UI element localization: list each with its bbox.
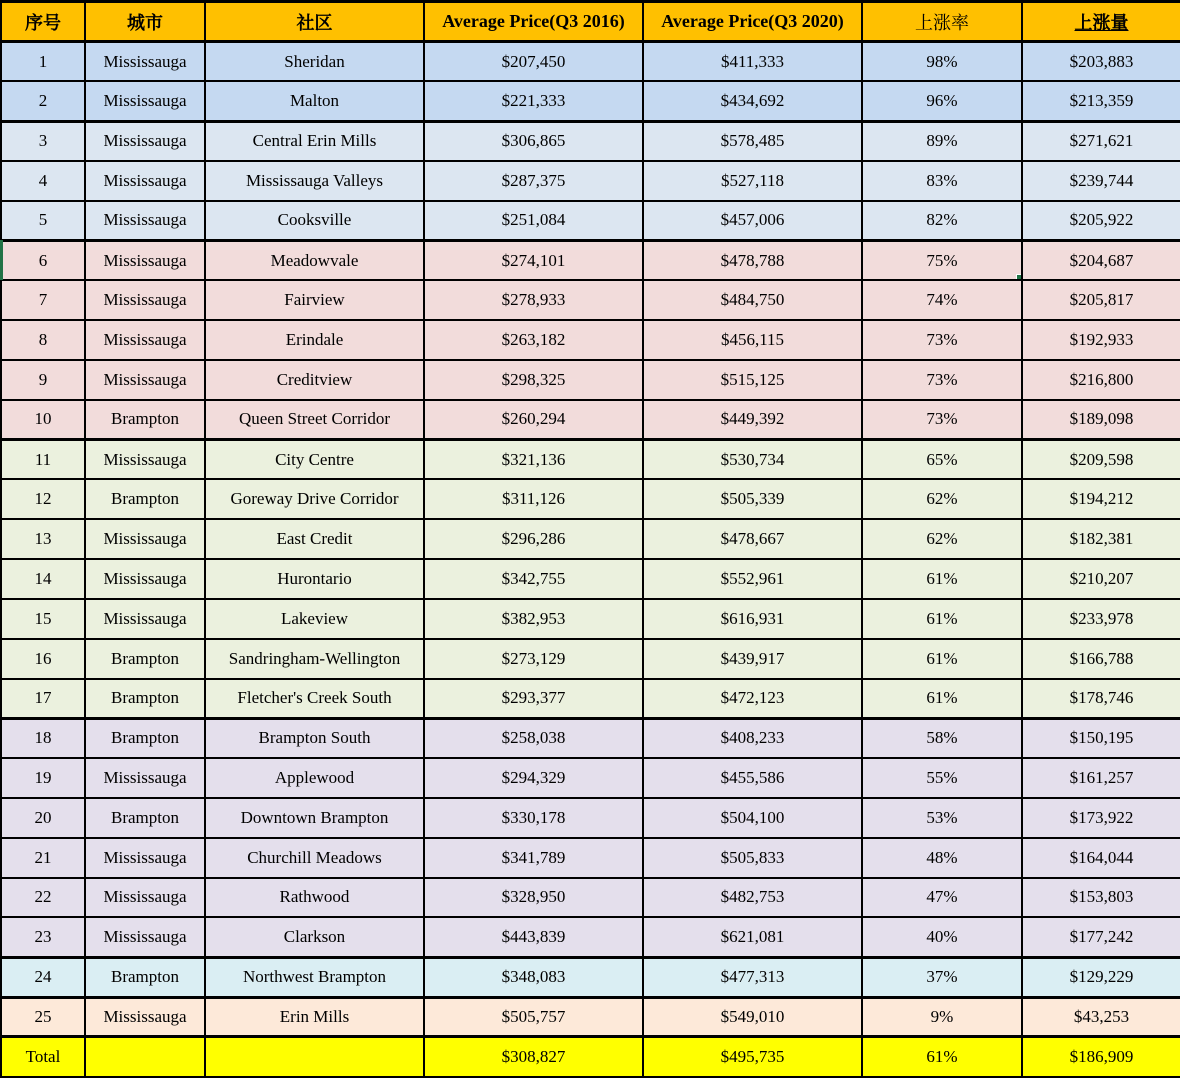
cell-community[interactable]: City Centre [205, 440, 424, 480]
cell-rate[interactable]: 73% [862, 320, 1022, 360]
cell-gain[interactable]: $192,933 [1022, 320, 1180, 360]
cell-gain[interactable]: $216,800 [1022, 360, 1180, 400]
cell-city[interactable]: Brampton [85, 639, 205, 679]
table-row [1, 360, 1180, 400]
cell-price_2016[interactable]: $258,038 [424, 718, 643, 758]
cell-price_2020[interactable]: $505,339 [643, 479, 862, 519]
row-selection-edge-indicator [0, 240, 3, 280]
cell-no[interactable]: 3 [1, 121, 85, 161]
cell-no[interactable]: 12 [1, 479, 85, 519]
cell-rate[interactable]: 82% [862, 201, 1022, 241]
cell-gain[interactable]: $205,922 [1022, 201, 1180, 241]
total-row [1, 1037, 1180, 1077]
cell-gain[interactable]: $194,212 [1022, 479, 1180, 519]
cell-gain[interactable]: $153,803 [1022, 878, 1180, 918]
cell-community[interactable]: Mississauga Valleys [205, 161, 424, 201]
cell-gain[interactable]: $43,253 [1022, 997, 1180, 1037]
table-row [1, 559, 1180, 599]
cell-price_2020[interactable]: $449,392 [643, 400, 862, 440]
cell-price_2020[interactable]: $504,100 [643, 798, 862, 838]
table-row [1, 479, 1180, 519]
cell-gain[interactable]: $150,195 [1022, 718, 1180, 758]
cell-city[interactable]: Mississauga [85, 241, 205, 281]
table-row [1, 878, 1180, 918]
cell-no[interactable]: 1 [1, 42, 85, 82]
cell-rate[interactable]: 74% [862, 280, 1022, 320]
cell-city[interactable]: Mississauga [85, 758, 205, 798]
header-community[interactable]: 社区 [205, 2, 424, 42]
header-city[interactable]: 城市 [85, 2, 205, 42]
table-row [1, 280, 1180, 320]
cell-rate[interactable]: 61% [862, 679, 1022, 719]
selected-cell-rate[interactable]: 75% [862, 241, 1022, 281]
cell-price_2016[interactable]: $293,377 [424, 679, 643, 719]
cell-community[interactable]: Creditview [205, 360, 424, 400]
cell-city[interactable]: Brampton [85, 957, 205, 997]
total-cell-no[interactable]: Total [1, 1037, 85, 1077]
cell-community[interactable]: East Credit [205, 519, 424, 559]
cell-city[interactable]: Mississauga [85, 440, 205, 480]
cell-no[interactable]: 4 [1, 161, 85, 201]
cell-city[interactable]: Mississauga [85, 838, 205, 878]
cell-no[interactable]: 10 [1, 400, 85, 440]
cell-gain[interactable]: $213,359 [1022, 81, 1180, 121]
cell-price_2016[interactable]: $298,325 [424, 360, 643, 400]
cell-rate[interactable]: 61% [862, 599, 1022, 639]
cell-community[interactable]: Hurontario [205, 559, 424, 599]
cell-gain[interactable]: $173,922 [1022, 798, 1180, 838]
cell-gain[interactable]: $166,788 [1022, 639, 1180, 679]
cell-price_2020[interactable]: $484,750 [643, 280, 862, 320]
cell-price_2016[interactable]: $251,084 [424, 201, 643, 241]
cell-city[interactable]: Mississauga [85, 599, 205, 639]
cell-no[interactable]: 13 [1, 519, 85, 559]
cell-price_2016[interactable]: $274,101 [424, 241, 643, 281]
cell-price_2016[interactable]: $263,182 [424, 320, 643, 360]
cell-price_2016[interactable]: $342,755 [424, 559, 643, 599]
cell-rate[interactable]: 37% [862, 957, 1022, 997]
total-cell-price_2016[interactable]: $308,827 [424, 1037, 643, 1077]
cell-price_2020[interactable]: $472,123 [643, 679, 862, 719]
total-cell-city[interactable] [85, 1037, 205, 1077]
table-row [1, 400, 1180, 440]
table-row [1, 957, 1180, 997]
table-row [1, 599, 1180, 639]
table-row [1, 320, 1180, 360]
cell-price_2016[interactable]: $294,329 [424, 758, 643, 798]
cell-price_2020[interactable]: $408,233 [643, 718, 862, 758]
table-row [1, 121, 1180, 161]
cell-price_2020[interactable]: $478,788 [643, 241, 862, 281]
cell-no[interactable]: 2 [1, 81, 85, 121]
cell-city[interactable]: Brampton [85, 400, 205, 440]
cell-price_2016[interactable]: $260,294 [424, 400, 643, 440]
cell-rate[interactable]: 58% [862, 718, 1022, 758]
cell-price_2016[interactable]: $287,375 [424, 161, 643, 201]
cell-no[interactable]: 6 [1, 241, 85, 281]
cell-price_2016[interactable]: $505,757 [424, 997, 643, 1037]
table-row [1, 639, 1180, 679]
cell-no[interactable]: 15 [1, 599, 85, 639]
cell-rate[interactable]: 62% [862, 479, 1022, 519]
cell-price_2016[interactable]: $328,950 [424, 878, 643, 918]
cell-rate[interactable]: 55% [862, 758, 1022, 798]
total-cell-gain[interactable]: $186,909 [1022, 1037, 1180, 1077]
table-header [1, 2, 1180, 42]
cell-rate[interactable]: 73% [862, 360, 1022, 400]
cell-rate[interactable]: 61% [862, 559, 1022, 599]
cell-city[interactable]: Mississauga [85, 559, 205, 599]
cell-gain[interactable]: $271,621 [1022, 121, 1180, 161]
cell-no[interactable]: 22 [1, 878, 85, 918]
cell-rate[interactable]: 73% [862, 400, 1022, 440]
cell-city[interactable]: Mississauga [85, 121, 205, 161]
cell-no[interactable]: 8 [1, 320, 85, 360]
cell-city[interactable]: Mississauga [85, 161, 205, 201]
cell-gain[interactable]: $161,257 [1022, 758, 1180, 798]
cell-gain[interactable]: $164,044 [1022, 838, 1180, 878]
cell-price_2016[interactable]: $278,933 [424, 280, 643, 320]
cell-price_2020[interactable]: $439,917 [643, 639, 862, 679]
cell-community[interactable]: Brampton South [205, 718, 424, 758]
table-row [1, 519, 1180, 559]
cell-price_2016[interactable]: $306,865 [424, 121, 643, 161]
cell-no[interactable]: 24 [1, 957, 85, 997]
cell-price_2020[interactable]: $455,586 [643, 758, 862, 798]
cell-city[interactable]: Mississauga [85, 42, 205, 82]
cell-price_2016[interactable]: $221,333 [424, 81, 643, 121]
cell-rate[interactable]: 96% [862, 81, 1022, 121]
cell-price_2020[interactable]: $482,753 [643, 878, 862, 918]
cell-rate[interactable]: 53% [862, 798, 1022, 838]
table-row [1, 997, 1180, 1037]
cell-city[interactable]: Mississauga [85, 878, 205, 918]
cell-gain[interactable]: $178,746 [1022, 679, 1180, 719]
cell-city[interactable]: Brampton [85, 718, 205, 758]
cell-price_2020[interactable]: $505,833 [643, 838, 862, 878]
cell-no[interactable]: 14 [1, 559, 85, 599]
cell-city[interactable]: Mississauga [85, 360, 205, 400]
cell-community[interactable]: Erin Mills [205, 997, 424, 1037]
cell-community[interactable]: Fletcher's Creek South [205, 679, 424, 719]
cell-price_2020[interactable]: $515,125 [643, 360, 862, 400]
cell-price_2020[interactable]: $478,667 [643, 519, 862, 559]
cell-city[interactable]: Brampton [85, 679, 205, 719]
cell-price_2016[interactable]: $321,136 [424, 440, 643, 480]
table-body [1, 42, 1180, 1078]
cell-price_2020[interactable]: $549,010 [643, 997, 862, 1037]
cell-rate[interactable]: 62% [862, 519, 1022, 559]
cell-community[interactable]: Applewood [205, 758, 424, 798]
cell-gain[interactable]: $177,242 [1022, 917, 1180, 957]
cell-gain[interactable]: $204,687 [1022, 241, 1180, 281]
cell-price_2020[interactable]: $527,118 [643, 161, 862, 201]
cell-no[interactable]: 5 [1, 201, 85, 241]
cell-community[interactable]: Rathwood [205, 878, 424, 918]
cell-price_2020[interactable]: $578,485 [643, 121, 862, 161]
total-cell-community[interactable] [205, 1037, 424, 1077]
cell-no[interactable]: 23 [1, 917, 85, 957]
cell-no[interactable]: 17 [1, 679, 85, 719]
table-row [1, 81, 1180, 121]
table-row [1, 241, 1180, 281]
cell-price_2020[interactable]: $434,692 [643, 81, 862, 121]
cell-rate[interactable]: 98% [862, 42, 1022, 82]
cell-no[interactable]: 16 [1, 639, 85, 679]
cell-community[interactable]: Cooksville [205, 201, 424, 241]
cell-price_2020[interactable]: $530,734 [643, 440, 862, 480]
cell-no[interactable]: 19 [1, 758, 85, 798]
header-rate[interactable]: 上涨率 [862, 2, 1022, 42]
table-row [1, 679, 1180, 719]
cell-city[interactable]: Mississauga [85, 997, 205, 1037]
cell-community[interactable]: Erindale [205, 320, 424, 360]
cell-community[interactable]: Queen Street Corridor [205, 400, 424, 440]
cell-price_2016[interactable]: $273,129 [424, 639, 643, 679]
cell-price_2020[interactable]: $411,333 [643, 42, 862, 82]
table-row [1, 917, 1180, 957]
cell-gain[interactable]: $233,978 [1022, 599, 1180, 639]
cell-price_2020[interactable]: $456,115 [643, 320, 862, 360]
total-cell-price_2020[interactable]: $495,735 [643, 1037, 862, 1077]
cell-city[interactable]: Mississauga [85, 81, 205, 121]
cell-community[interactable]: Central Erin Mills [205, 121, 424, 161]
cell-community[interactable]: Lakeview [205, 599, 424, 639]
header-gain[interactable]: 上涨量 [1022, 2, 1180, 42]
cell-no[interactable]: 11 [1, 440, 85, 480]
header-price_2016[interactable]: Average Price(Q3 2016) [424, 2, 643, 42]
header-no[interactable]: 序号 [1, 2, 85, 42]
cell-rate[interactable]: 48% [862, 838, 1022, 878]
cell-city[interactable]: Mississauga [85, 320, 205, 360]
cell-city[interactable]: Brampton [85, 798, 205, 838]
cell-price_2016[interactable]: $443,839 [424, 917, 643, 957]
cell-price_2016[interactable]: $382,953 [424, 599, 643, 639]
header-price_2020[interactable]: Average Price(Q3 2020) [643, 2, 862, 42]
cell-price_2020[interactable]: $616,931 [643, 599, 862, 639]
cell-no[interactable]: 9 [1, 360, 85, 400]
cell-community[interactable]: Fairview [205, 280, 424, 320]
cell-community[interactable]: Meadowvale [205, 241, 424, 281]
cell-gain[interactable]: $203,883 [1022, 42, 1180, 82]
cell-gain[interactable]: $129,229 [1022, 957, 1180, 997]
cell-no[interactable]: 18 [1, 718, 85, 758]
table-row [1, 758, 1180, 798]
cell-community[interactable]: Sheridan [205, 42, 424, 82]
cell-price_2016[interactable]: $296,286 [424, 519, 643, 559]
cell-price_2016[interactable]: $207,450 [424, 42, 643, 82]
cell-gain[interactable]: $210,207 [1022, 559, 1180, 599]
cell-price_2020[interactable]: $621,081 [643, 917, 862, 957]
cell-community[interactable]: Sandringham-Wellington [205, 639, 424, 679]
cell-no[interactable]: 21 [1, 838, 85, 878]
cell-price_2020[interactable]: $477,313 [643, 957, 862, 997]
total-cell-rate[interactable]: 61% [862, 1037, 1022, 1077]
cell-city[interactable]: Mississauga [85, 201, 205, 241]
cell-no[interactable]: 20 [1, 798, 85, 838]
table-row [1, 42, 1180, 82]
cell-city[interactable]: Mississauga [85, 519, 205, 559]
table-row [1, 798, 1180, 838]
cell-rate[interactable]: 9% [862, 997, 1022, 1037]
table-row [1, 201, 1180, 241]
cell-price_2020[interactable]: $457,006 [643, 201, 862, 241]
cell-no[interactable]: 25 [1, 997, 85, 1037]
cell-rate[interactable]: 61% [862, 639, 1022, 679]
cell-rate[interactable]: 47% [862, 878, 1022, 918]
cell-gain[interactable]: $182,381 [1022, 519, 1180, 559]
cell-rate[interactable]: 89% [862, 121, 1022, 161]
cell-no[interactable]: 7 [1, 280, 85, 320]
cell-community[interactable]: Downtown Brampton [205, 798, 424, 838]
table-row [1, 718, 1180, 758]
cell-rate[interactable]: 83% [862, 161, 1022, 201]
header-row [1, 2, 1180, 42]
table-row [1, 161, 1180, 201]
cell-community[interactable]: Clarkson [205, 917, 424, 957]
cell-gain[interactable]: $239,744 [1022, 161, 1180, 201]
cell-city[interactable]: Mississauga [85, 917, 205, 957]
cell-gain[interactable]: $209,598 [1022, 440, 1180, 480]
cell-city[interactable]: Brampton [85, 479, 205, 519]
cell-community[interactable]: Churchill Meadows [205, 838, 424, 878]
cell-price_2020[interactable]: $552,961 [643, 559, 862, 599]
table-row [1, 838, 1180, 878]
cell-price_2016[interactable]: $311,126 [424, 479, 643, 519]
cell-gain[interactable]: $189,098 [1022, 400, 1180, 440]
cell-rate[interactable]: 65% [862, 440, 1022, 480]
cell-price_2016[interactable]: $341,789 [424, 838, 643, 878]
cell-city[interactable]: Mississauga [85, 280, 205, 320]
table-row [1, 440, 1180, 480]
cell-rate[interactable]: 40% [862, 917, 1022, 957]
cell-gain[interactable]: $205,817 [1022, 280, 1180, 320]
cell-price_2016[interactable]: $348,083 [424, 957, 643, 997]
cell-community[interactable]: Malton [205, 81, 424, 121]
cell-community[interactable]: Northwest Brampton [205, 957, 424, 997]
cell-price_2016[interactable]: $330,178 [424, 798, 643, 838]
cell-community[interactable]: Goreway Drive Corridor [205, 479, 424, 519]
